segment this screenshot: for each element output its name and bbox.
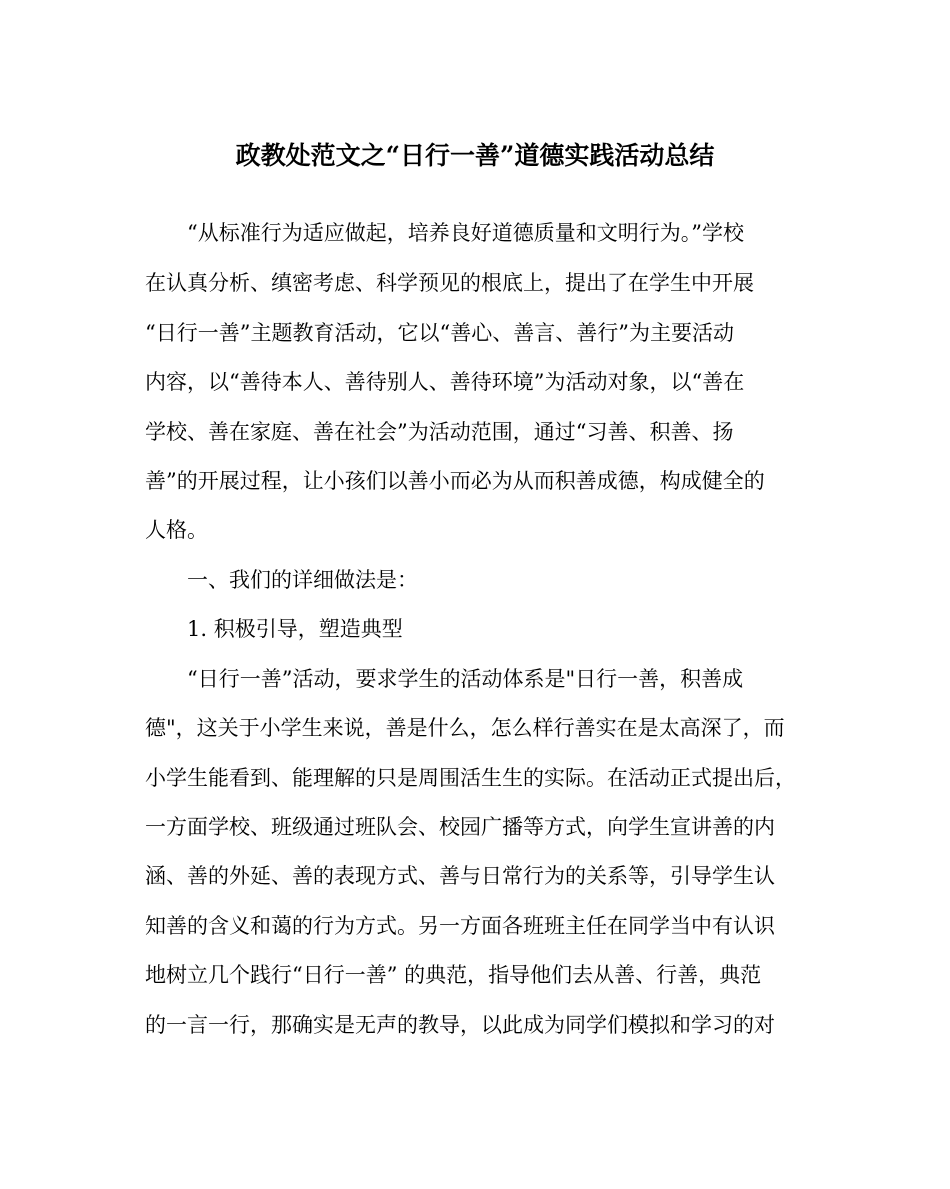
paragraph-line: 知善的含义和蔼的行为方式。另一方面各班班主任在同学当中有认识 [145,914,775,938]
paragraph-line: 小学生能看到、能理解的只是周围活生生的实际。在活动正式提出后， [145,766,796,790]
section-heading: 一、我们的详细做法是： [187,568,418,592]
paragraph-line: “日行一善”主题教育活动，它以“善心、善言、善行”为主要活动 [145,321,734,345]
paragraph-line: 善”的开展过程，让小孩们以善小而必为从而积善成德，构成健全的 [145,469,765,493]
paragraph-line: 学校、善在家庭、善在社会”为活动范围，通过“习善、积善、扬 [145,420,734,444]
paragraph-line: “日行一善”活动，要求学生的活动体系是"日行一善，积善成 [187,667,744,691]
paragraph-line: 地树立几个践行“日行一善” 的典范，指导他们去从善、行善，典范 [145,963,762,987]
paragraph-line: “从标准行为适应做起，培养良好道德质量和文明行为。”学校 [187,221,744,245]
paragraph-line: 在认真分析、缜密考虑、科学预见的根底上，提出了在学生中开展 [145,271,754,295]
subsection-heading: 1. 积极引导，塑造典型 [187,617,403,641]
paragraph-line: 的一言一行，那确实是无声的教导，以此成为同学们模拟和学习的对 [145,1013,775,1037]
document-title: 政教处范文之“日行一善”道德实践活动总结 [235,141,715,170]
paragraph-line: 内容，以“善待本人、善待别人、善待环境”为活动对象，以“善在 [145,370,745,394]
paragraph-line: 一方面学校、班级通过班队会、校园广播等方式，向学生宣讲善的内 [145,815,775,839]
paragraph-line: 德"，这关于小学生来说，善是什么，怎么样行善实在是太高深了，而 [145,716,785,740]
paragraph-line: 涵、善的外延、善的表现方式、善与日常行为的关系等，引导学生认 [145,864,775,888]
paragraph-line: 人格。 [145,518,208,542]
